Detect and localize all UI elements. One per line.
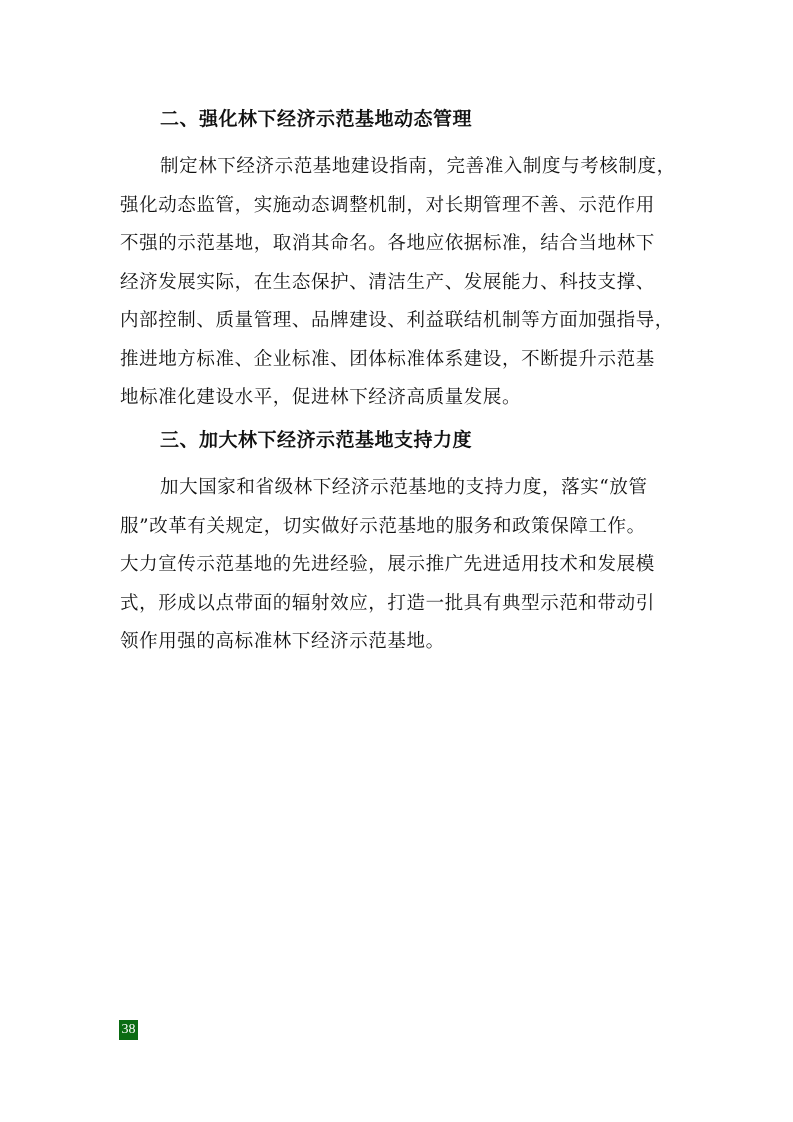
paragraph-line: 服”改革有关规定，切实做好示范基地的服务和政策保障工作。 (120, 515, 646, 537)
paragraph-line: 内部控制、质量管理、品牌建设、利益联结机制等方面加强指导， (120, 310, 674, 331)
section-paragraph-2 (120, 148, 680, 418)
page-number-badge: 38 (119, 1020, 138, 1040)
paragraph-line: 领作用强的高标准林下经济示范基地。 (120, 631, 445, 652)
paragraph-line: 地标准化建设水平，促进林下经济高质量发展。 (120, 387, 522, 408)
paragraph-line: 制定林下经济示范基地建设指南，完善准入制度与考核制度， (160, 156, 676, 177)
paragraph-line: 推进地方标准、企业标准、团体标准体系建设，不断提升示范基 (120, 348, 655, 370)
paragraph-line: 经济发展实际，在生态保护、清洁生产、发展能力、科技支撑、 (120, 271, 655, 293)
section-heading-3: 三、加大林下经济示范基地支持力度 (160, 429, 473, 451)
paragraph-line: 强化动态监管，实施动态调整机制，对长期管理不善、示范作用 (120, 194, 655, 216)
section-heading-2: 二、强化林下经济示范基地动态管理 (160, 108, 473, 130)
paragraph-line: 式，形成以点带面的辐射效应，打造一批具有典型示范和带动引 (120, 592, 655, 614)
paragraph-line: 不强的示范基地，取消其命名。各地应依据标准，结合当地林下 (120, 233, 655, 254)
paragraph-line: 加大国家和省级林下经济示范基地的支持力度，落实“放管 (160, 477, 648, 498)
paragraph-line: 大力宣传示范基地的先进经验，展示推广先进适用技术和发展模 (120, 554, 655, 575)
section-paragraph-3 (120, 469, 680, 662)
